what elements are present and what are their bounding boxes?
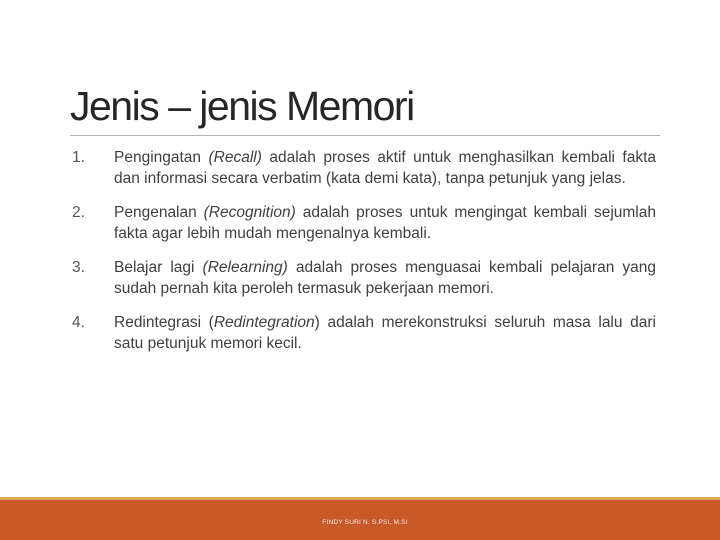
list-item-term: (Recall): [208, 149, 262, 166]
list-item-text-pre: Pengenalan: [114, 204, 204, 221]
list-item-term: (Relearning): [202, 259, 288, 276]
list-item: [72, 202, 656, 244]
list-item: [72, 147, 656, 189]
list-item-text: [114, 257, 656, 299]
list-item: [72, 312, 656, 354]
list-item-number: 2.: [72, 204, 85, 221]
list-item-number: 3.: [72, 259, 85, 276]
title-divider: [70, 135, 660, 136]
list-item-term: (Recognition): [203, 204, 296, 221]
list-item-text-post: ) adalah merekonstruksi seluruh masa lalu dari satu petunjuk memori kecil.: [114, 314, 656, 352]
memory-types-list: [72, 147, 656, 354]
list-item-text-post: adalah proses untuk mengingat kembali sejumlah fakta agar lebih mudah mengenalnya kembali.: [114, 204, 656, 242]
list-item-term: Redintegration: [213, 314, 315, 331]
list-item-text-post: adalah proses menguasai kembali pelajaran yang sudah pernah kita peroleh termasuk pekerjaan memori.: [114, 259, 656, 297]
list-item: [72, 257, 656, 299]
footer-author: FINDY SURI N. S.PSI, M.SI: [322, 519, 408, 526]
list-item-number: 1.: [72, 149, 85, 166]
list-item-text-pre: Belajar lagi: [114, 259, 203, 276]
list-item-text-pre: Pengingatan: [114, 149, 209, 166]
slide-title: Jenis – jenis Memori: [70, 83, 414, 129]
list-item-text: [114, 202, 656, 244]
list-item-text-post: adalah proses aktif untuk menghasilkan kembali fakta dan informasi secara verbatim (kata demi kata), tanpa petunjuk yang jelas.: [114, 149, 657, 187]
list-item-text: [114, 147, 656, 189]
list-item-text-pre: Redintegrasi (: [114, 314, 214, 331]
list-item-number: 4.: [72, 314, 85, 331]
list-item-text: [114, 312, 656, 354]
